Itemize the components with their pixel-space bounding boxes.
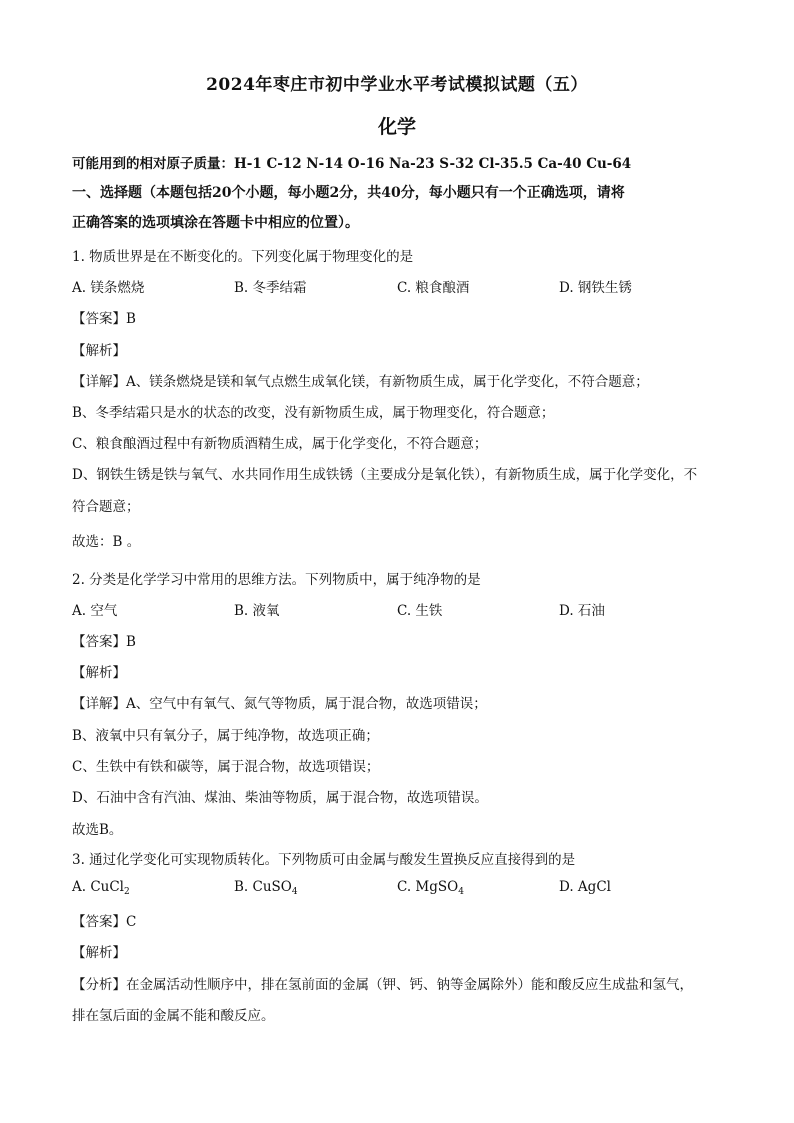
option-c-formula: C. MgSO — [397, 879, 459, 895]
option-a: A. 空气 — [72, 603, 118, 619]
analysis-detail: 【分析】在金属活动性顺序中，排在氢前面的金属（钾、钙、钠等金属除外）能和酸反应生成盐和氢气， — [72, 977, 693, 993]
detail-line: 【详解】A、空气中有氧气、氮气等物质，属于混合物，故选项错误； — [72, 696, 487, 712]
option-d — [559, 879, 611, 895]
analysis-label: 【解析】 — [72, 945, 126, 961]
section-heading: 一、选择题（本题包括20个小题，每小题2分，共40分，每小题只有一个正确选项，请将 — [72, 185, 625, 201]
option-d: D. 石油 — [559, 603, 605, 619]
detail-line: C、生铁中有铁和碳等，属于混合物，故选项错误； — [72, 759, 380, 775]
option-a-subscript: 2 — [124, 887, 130, 897]
option-a: A. 镁条燃烧 — [72, 280, 145, 296]
option-a-formula: A. CuCl — [72, 879, 125, 895]
question-3-options — [72, 879, 732, 899]
analysis-label: 【解析】 — [72, 343, 126, 359]
detail-line: C、粮食酿酒过程中有新物质酒精生成，属于化学变化，不符合题意； — [72, 436, 488, 452]
option-c: C. 生铁 — [397, 603, 443, 619]
question-1-stem: 1. 物质世界是在不断变化的。下列变化属于物理变化的是 — [72, 249, 414, 265]
choice-line: 故选：B 。 — [72, 534, 141, 550]
analysis-label: 【解析】 — [72, 665, 126, 681]
answer-label: 【答案】B — [72, 634, 136, 650]
answer-label: 【答案】C — [72, 914, 137, 930]
question-2-stem: 2. 分类是化学学习中常用的思维方法。下列物质中，属于纯净物的是 — [72, 572, 481, 588]
detail-line: 符合题意； — [72, 499, 140, 515]
option-d: D. 钢铁生锈 — [559, 280, 632, 296]
section-heading-cont: 正确答案的选项填涂在答题卡中相应的位置）。 — [72, 215, 359, 231]
choice-line: 故选B。 — [72, 822, 123, 838]
option-a — [72, 879, 130, 897]
option-c — [397, 879, 464, 897]
subject-title: 化学 — [377, 116, 416, 138]
option-d-formula: D. AgCl — [559, 879, 611, 895]
option-b: B. 液氧 — [234, 603, 280, 619]
detail-line: D、石油中含有汽油、煤油、柴油等物质，属于混合物，故选项错误。 — [72, 790, 488, 806]
analysis-detail: 排在氢后面的金属不能和酸反应。 — [72, 1008, 275, 1024]
question-2-options — [72, 599, 732, 619]
answer-label: 【答案】B — [72, 311, 136, 327]
option-b-formula: B. CuSO — [234, 879, 292, 895]
detail-line: B、冬季结霜只是水的状态的改变，没有新物质生成，属于物理变化，符合题意； — [72, 405, 555, 421]
option-c-subscript: 4 — [458, 887, 464, 897]
detail-line: 【详解】A、镁条燃烧是镁和氧气点燃生成氧化镁，有新物质生成，属于化学变化，不符合题意； — [72, 374, 649, 390]
option-b — [234, 879, 298, 897]
option-c: C. 粮食酿酒 — [397, 280, 470, 296]
detail-line: D、钢铁生锈是铁与氧气、水共同作用生成铁锈（主要成分是氧化铁），有新物质生成，属于化学变化，不 — [72, 467, 698, 483]
atomic-masses-note: 可能用到的相对原子质量：H-1 C-12 N-14 O-16 Na-23 S-32 Cl-35.5 Ca-40 Cu-64 — [72, 156, 632, 172]
option-b: B. 冬季结霜 — [234, 280, 307, 296]
question-3-stem: 3. 通过化学变化可实现物质转化。下列物质可由金属与酸发生置换反应直接得到的是 — [72, 852, 576, 868]
option-b-subscript: 4 — [291, 887, 298, 897]
page-title: 2024年枣庄市初中学业水平考试模拟试题（五） — [206, 75, 588, 95]
question-1-options — [72, 276, 732, 296]
detail-line: B、液氧中只有氧分子，属于纯净物，故选项正确； — [72, 728, 379, 744]
